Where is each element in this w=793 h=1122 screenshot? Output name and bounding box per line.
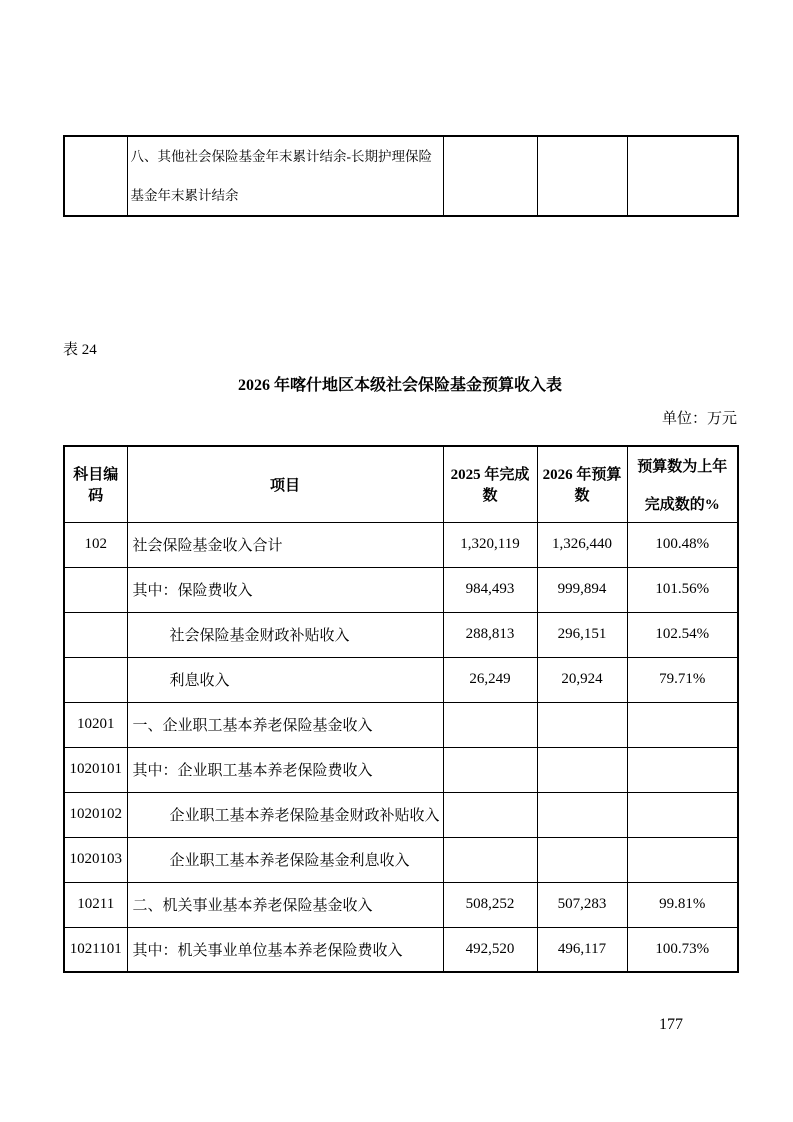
- value-2026-cell: [537, 792, 627, 837]
- percent-cell: 79.71%: [627, 657, 738, 702]
- code-cell: [64, 567, 127, 612]
- value-2025-cell: 984,493: [443, 567, 537, 612]
- header-2026-budget: 2026 年预算数: [537, 446, 627, 522]
- value-2026-cell: 496,117: [537, 927, 627, 972]
- unit-label: 单位：万元: [661, 411, 737, 427]
- item-cell: 企业职工基本养老保险基金财政补贴收入: [127, 792, 443, 837]
- table-row: [64, 882, 738, 927]
- header-budget-percent-line2: 完成数的%: [644, 496, 720, 513]
- value-2026-cell: [537, 747, 627, 792]
- value-2026-cell: [537, 702, 627, 747]
- value-2026-cell: [537, 136, 627, 216]
- value-2026-cell: 296,151: [537, 612, 627, 657]
- header-subject-code: 科目编码: [64, 446, 127, 522]
- table-row: [64, 567, 738, 612]
- table-row: [64, 522, 738, 567]
- item-cell: 社会保险基金收入合计: [127, 522, 443, 567]
- continuation-table: [63, 135, 739, 217]
- percent-cell: 102.54%: [627, 612, 738, 657]
- item-cell: 其中：保险费收入: [127, 567, 443, 612]
- code-cell: 1021101: [64, 927, 127, 972]
- budget-income-table: [63, 445, 739, 973]
- percent-cell: [627, 702, 738, 747]
- code-cell: [64, 657, 127, 702]
- value-2025-cell: [443, 136, 537, 216]
- code-cell: [64, 612, 127, 657]
- item-cell: 其中：机关事业单位基本养老保险费收入: [127, 927, 443, 972]
- value-2025-cell: [443, 792, 537, 837]
- table-row: [64, 657, 738, 702]
- value-2026-cell: 20,924: [537, 657, 627, 702]
- value-2025-cell: 508,252: [443, 882, 537, 927]
- value-2025-cell: [443, 702, 537, 747]
- table-row: [64, 136, 738, 216]
- document-title: 2026 年喀什地区本级社会保险基金预算收入表: [237, 377, 562, 394]
- percent-cell: [627, 792, 738, 837]
- percent-cell: 100.73%: [627, 927, 738, 972]
- percent-cell: 99.81%: [627, 882, 738, 927]
- value-2026-cell: 1,326,440: [537, 522, 627, 567]
- value-2025-cell: 1,320,119: [443, 522, 537, 567]
- percent-cell: [627, 136, 738, 216]
- code-cell: 1020101: [64, 747, 127, 792]
- table-row: [64, 837, 738, 882]
- code-cell: 102: [64, 522, 127, 567]
- header-budget-percent-line1: 预算数为上年: [637, 458, 728, 475]
- item-cell: 利息收入: [127, 657, 443, 702]
- item-cell: 企业职工基本养老保险基金利息收入: [127, 837, 443, 882]
- percent-cell: 100.48%: [627, 522, 738, 567]
- page-number: 177: [659, 1016, 683, 1033]
- code-cell: 1020102: [64, 792, 127, 837]
- table-row: [64, 612, 738, 657]
- header-budget-percent: [627, 446, 738, 522]
- table-row: [64, 927, 738, 972]
- table-row: [64, 747, 738, 792]
- percent-cell: [627, 747, 738, 792]
- value-2025-cell: 288,813: [443, 612, 537, 657]
- value-2025-cell: [443, 747, 537, 792]
- value-2025-cell: 26,249: [443, 657, 537, 702]
- code-cell: [64, 136, 127, 216]
- percent-cell: [627, 837, 738, 882]
- header-item: 项目: [127, 446, 443, 522]
- value-2026-cell: [537, 837, 627, 882]
- item-cell: 一、企业职工基本养老保险基金收入: [127, 702, 443, 747]
- item-cell: 社会保险基金财政补贴收入: [127, 612, 443, 657]
- item-cell: 其中：企业职工基本养老保险费收入: [127, 747, 443, 792]
- value-2026-cell: 999,894: [537, 567, 627, 612]
- value-2025-cell: [443, 837, 537, 882]
- item-cell: 八、其他社会保险基金年末累计结余-长期护理保险基金年末累计结余: [127, 136, 443, 216]
- percent-cell: 101.56%: [627, 567, 738, 612]
- code-cell: 10201: [64, 702, 127, 747]
- table-number-label: 表 24: [63, 342, 97, 358]
- item-cell: 二、机关事业基本养老保险基金收入: [127, 882, 443, 927]
- code-cell: 10211: [64, 882, 127, 927]
- header-2025-completed: 2025 年完成数: [443, 446, 537, 522]
- table-header-row: [64, 446, 738, 522]
- table-row: [64, 702, 738, 747]
- value-2026-cell: 507,283: [537, 882, 627, 927]
- code-cell: 1020103: [64, 837, 127, 882]
- table-row: [64, 792, 738, 837]
- value-2025-cell: 492,520: [443, 927, 537, 972]
